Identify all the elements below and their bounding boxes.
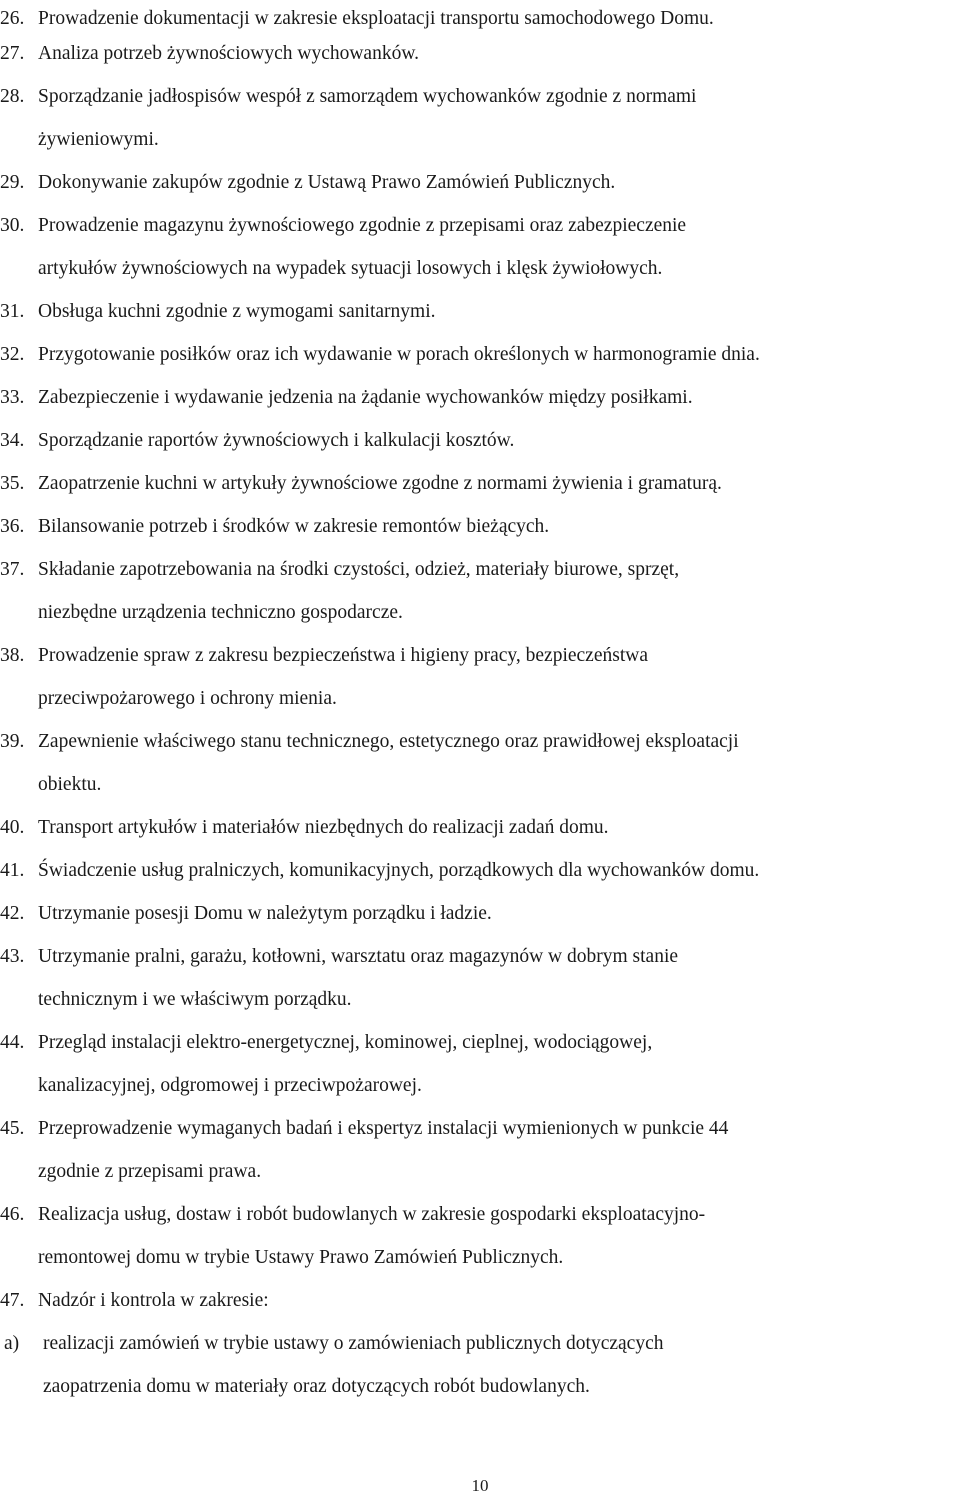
item-text-continued: remontowej domu w trybie Ustawy Prawo Zamówień Publicznych. [38,1247,564,1268]
item-number: 31. [0,301,25,322]
item-text: Transport artykułów i materiałów niezbędnych do realizacji zadań domu. [38,817,609,838]
item-number: 33. [0,387,25,408]
item-number: 38. [0,645,25,666]
item-number: 27. [0,43,25,64]
item-text: Zabezpieczenie i wydawanie jedzenia na żądanie wychowanków między posiłkami. [38,387,693,408]
item-text-continued: przeciwpożarowego i ochrony mienia. [38,688,337,709]
item-number: 32. [0,344,25,365]
item-number: 30. [0,215,25,236]
item-number: 35. [0,473,25,494]
item-number: 44. [0,1032,25,1053]
item-number: 37. [0,559,25,580]
item-number: 34. [0,430,25,451]
item-text: Przeprowadzenie wymaganych badań i ekspertyz instalacji wymienionych w punkcie 44 [38,1118,729,1139]
item-text-continued: artykułów żywnościowych na wypadek sytuacji losowych i klęsk żywiołowych. [38,258,663,279]
item-text: Sporządzanie raportów żywnościowych i kalkulacji kosztów. [38,430,515,451]
item-number: 41. [0,860,25,881]
item-number: 42. [0,903,25,924]
item-text: Analiza potrzeb żywnościowych wychowanków. [38,43,420,64]
item-number: 36. [0,516,25,537]
item-text: Dokonywanie zakupów zgodnie z Ustawą Prawo Zamówień Publicznych. [38,172,616,193]
item-number: 40. [0,817,25,838]
item-text-continued: żywieniowymi. [38,129,159,150]
item-text: Nadzór i kontrola w zakresie: [38,1290,269,1311]
item-text-continued: kanalizacyjnej, odgromowej i przeciwpożarowej. [38,1075,422,1096]
item-text: Przygotowanie posiłków oraz ich wydawanie w porach określonych w harmonogramie dnia. [38,344,760,365]
item-text: Zapewnienie właściwego stanu technicznego, estetycznego oraz prawidłowej eksploatacji [38,731,739,752]
item-text: Przegląd instalacji elektro-energetycznej, kominowej, cieplnej, wodociągowej, [38,1032,653,1053]
item-text-continued: obiektu. [38,774,102,795]
item-number: 39. [0,731,25,752]
page-number: 10 [471,1476,489,1495]
sub-item-text-continued: zaopatrzenia domu w materiały oraz dotyczących robót budowlanych. [43,1376,590,1397]
item-text: Utrzymanie posesji Domu w należytym porządku i ładzie. [38,903,492,924]
item-number: 26. [0,8,25,29]
item-number: 28. [0,86,25,107]
item-number: 45. [0,1118,25,1139]
item-text: Składanie zapotrzebowania na środki czystości, odzież, materiały biurowe, sprzęt, [38,559,680,580]
item-text: Bilansowanie potrzeb i środków w zakresie remontów bieżących. [38,516,550,537]
item-number: 29. [0,172,25,193]
item-text: Prowadzenie spraw z zakresu bezpieczeństwa i higieny pracy, bezpieczeństwa [38,645,648,666]
item-text: Prowadzenie magazynu żywnościowego zgodnie z przepisami oraz zabezpieczenie [38,215,687,236]
sub-item-letter: a) [4,1333,20,1354]
sub-item-text: realizacji zamówień w trybie ustawy o zamówieniach publicznych dotyczących [43,1333,664,1354]
item-text-continued: technicznym i we właściwym porządku. [38,989,352,1010]
item-text: Realizacja usług, dostaw i robót budowlanych w zakresie gospodarki eksploatacyjno- [38,1204,706,1225]
item-text: Obsługa kuchni zgodnie z wymogami sanitarnymi. [38,301,436,322]
item-text: Zaopatrzenie kuchni w artykuły żywnościowe zgodne z normami żywienia i gramaturą. [38,473,722,494]
item-text: Prowadzenie dokumentacji w zakresie eksploatacji transportu samochodowego Domu. [38,8,714,29]
item-text-continued: niezbędne urządzenia techniczno gospodarcze. [38,602,403,623]
item-text: Świadczenie usług pralniczych, komunikacyjnych, porządkowych dla wychowanków domu. [38,860,760,881]
item-text-continued: zgodnie z przepisami prawa. [38,1161,262,1182]
item-text: Utrzymanie pralni, garażu, kotłowni, warsztatu oraz magazynów w dobrym stanie [38,946,679,967]
item-number: 47. [0,1290,25,1311]
item-number: 46. [0,1204,25,1225]
item-text: Sporządzanie jadłospisów wespół z samorządem wychowanków zgodnie z normami [38,86,697,107]
item-number: 43. [0,946,25,967]
